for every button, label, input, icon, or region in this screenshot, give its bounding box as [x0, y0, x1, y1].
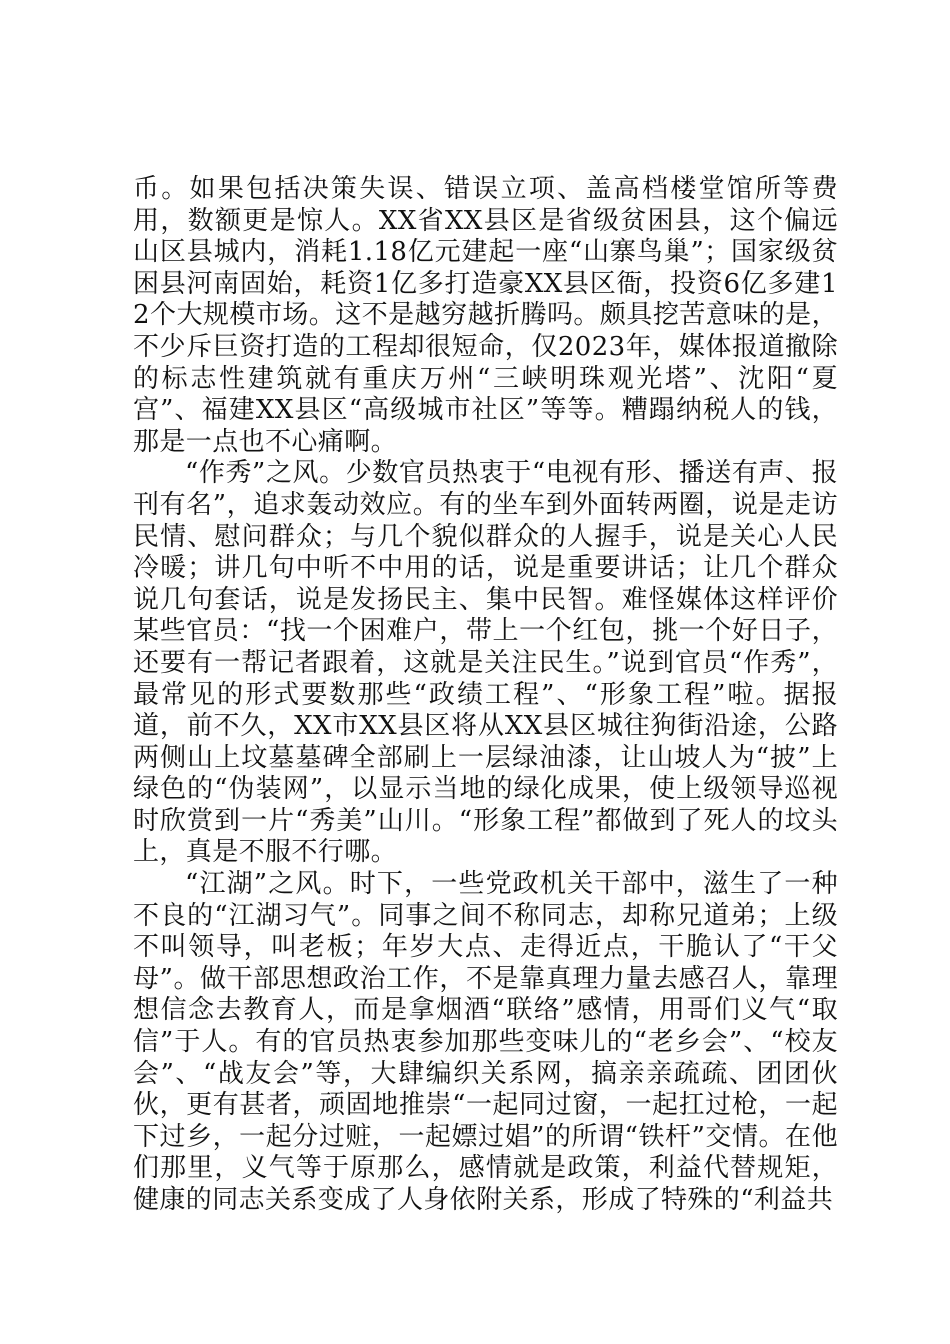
paragraph-3: “江湖”之风。时下，一些党政机关干部中，滋生了一种不良的“江湖习气”。同事之间不称同志，却称兄道弟；上级不叫领导，叫老板；年岁大点、走得近点，干脆认了“干父母”。做干部思想政治工作，不是靠真理力量去感召人，靠理想信念去教育人，而是拿烟酒“联络”感情，用哥们义气“取信”于人。有的官员热衷参加那些变味儿的“老乡会”、“校友会”、“战友会”等，大肆编织关系网，搞亲亲疏疏、团团伙伙，更有甚者，顽固地推崇“一起同过窗，一起扛过枪，一起下过乡，一起分过赃，一起嫖过娼”的所谓“铁杆”交情。在他们那里，义气等于原那么，感情就是政策，利益代替规矩，健康的同志关系变成了人身依附关系，形成了特殊的“利益共: [133, 869, 838, 1215]
body-text: [133, 174, 838, 1217]
paragraph-1: 币。如果包括决策失误、错误立项、盖高档楼堂馆所等费用，数额更是惊人。XX省XX县区是省级贫困县，这个偏远山区县城内，消耗1.18亿元建起一座“山寨鸟巢”；国家级贫困县河南固始，耗资1亿多打造豪XX县区衙，投资6亿多建12个大规模市场。这不是越穷越折腾吗。颇具挖苦意味的是，不少斥巨资打造的工程却很短命，仅2023年，媒体报道撤除的标志性建筑就有重庆万州“三峡明珠观光塔”、沈阳“夏宫”、福建XX县区“高级城市社区”等等。糟蹋纳税人的钱，那是一点也不心痛啊。: [133, 174, 838, 457]
paragraph-2: “作秀”之风。少数官员热衷于“电视有形、播送有声、报刊有名”，追求轰动效应。有的坐车到外面转两圈，说是走访民情、慰问群众；与几个貌似群众的人握手，说是关心人民冷暖；讲几句中听不中用的话，说是重要讲话；让几个群众说几句套话，说是发扬民主、集中民智。难怪媒体这样评价某些官员：“找一个困难户，带上一个红包，挑一个好日子，还要有一帮记者跟着，这就是关注民生。”说到官员“作秀”，最常见的形式要数那些“政绩工程”、“形象工程”啦。据报道，前不久，XX市XX县区将从XX县区城往狗街沿途，公路两侧山上坟墓墓碑全部刷上一层绿油漆，让山坡人为“披”上绿色的“伪装网”，以显示当地的绿化成果，使上级领导巡视时欣赏到一片“秀美”山川。“形象工程”都做到了死人的坟头上，真是不服不行哪。: [133, 458, 838, 868]
